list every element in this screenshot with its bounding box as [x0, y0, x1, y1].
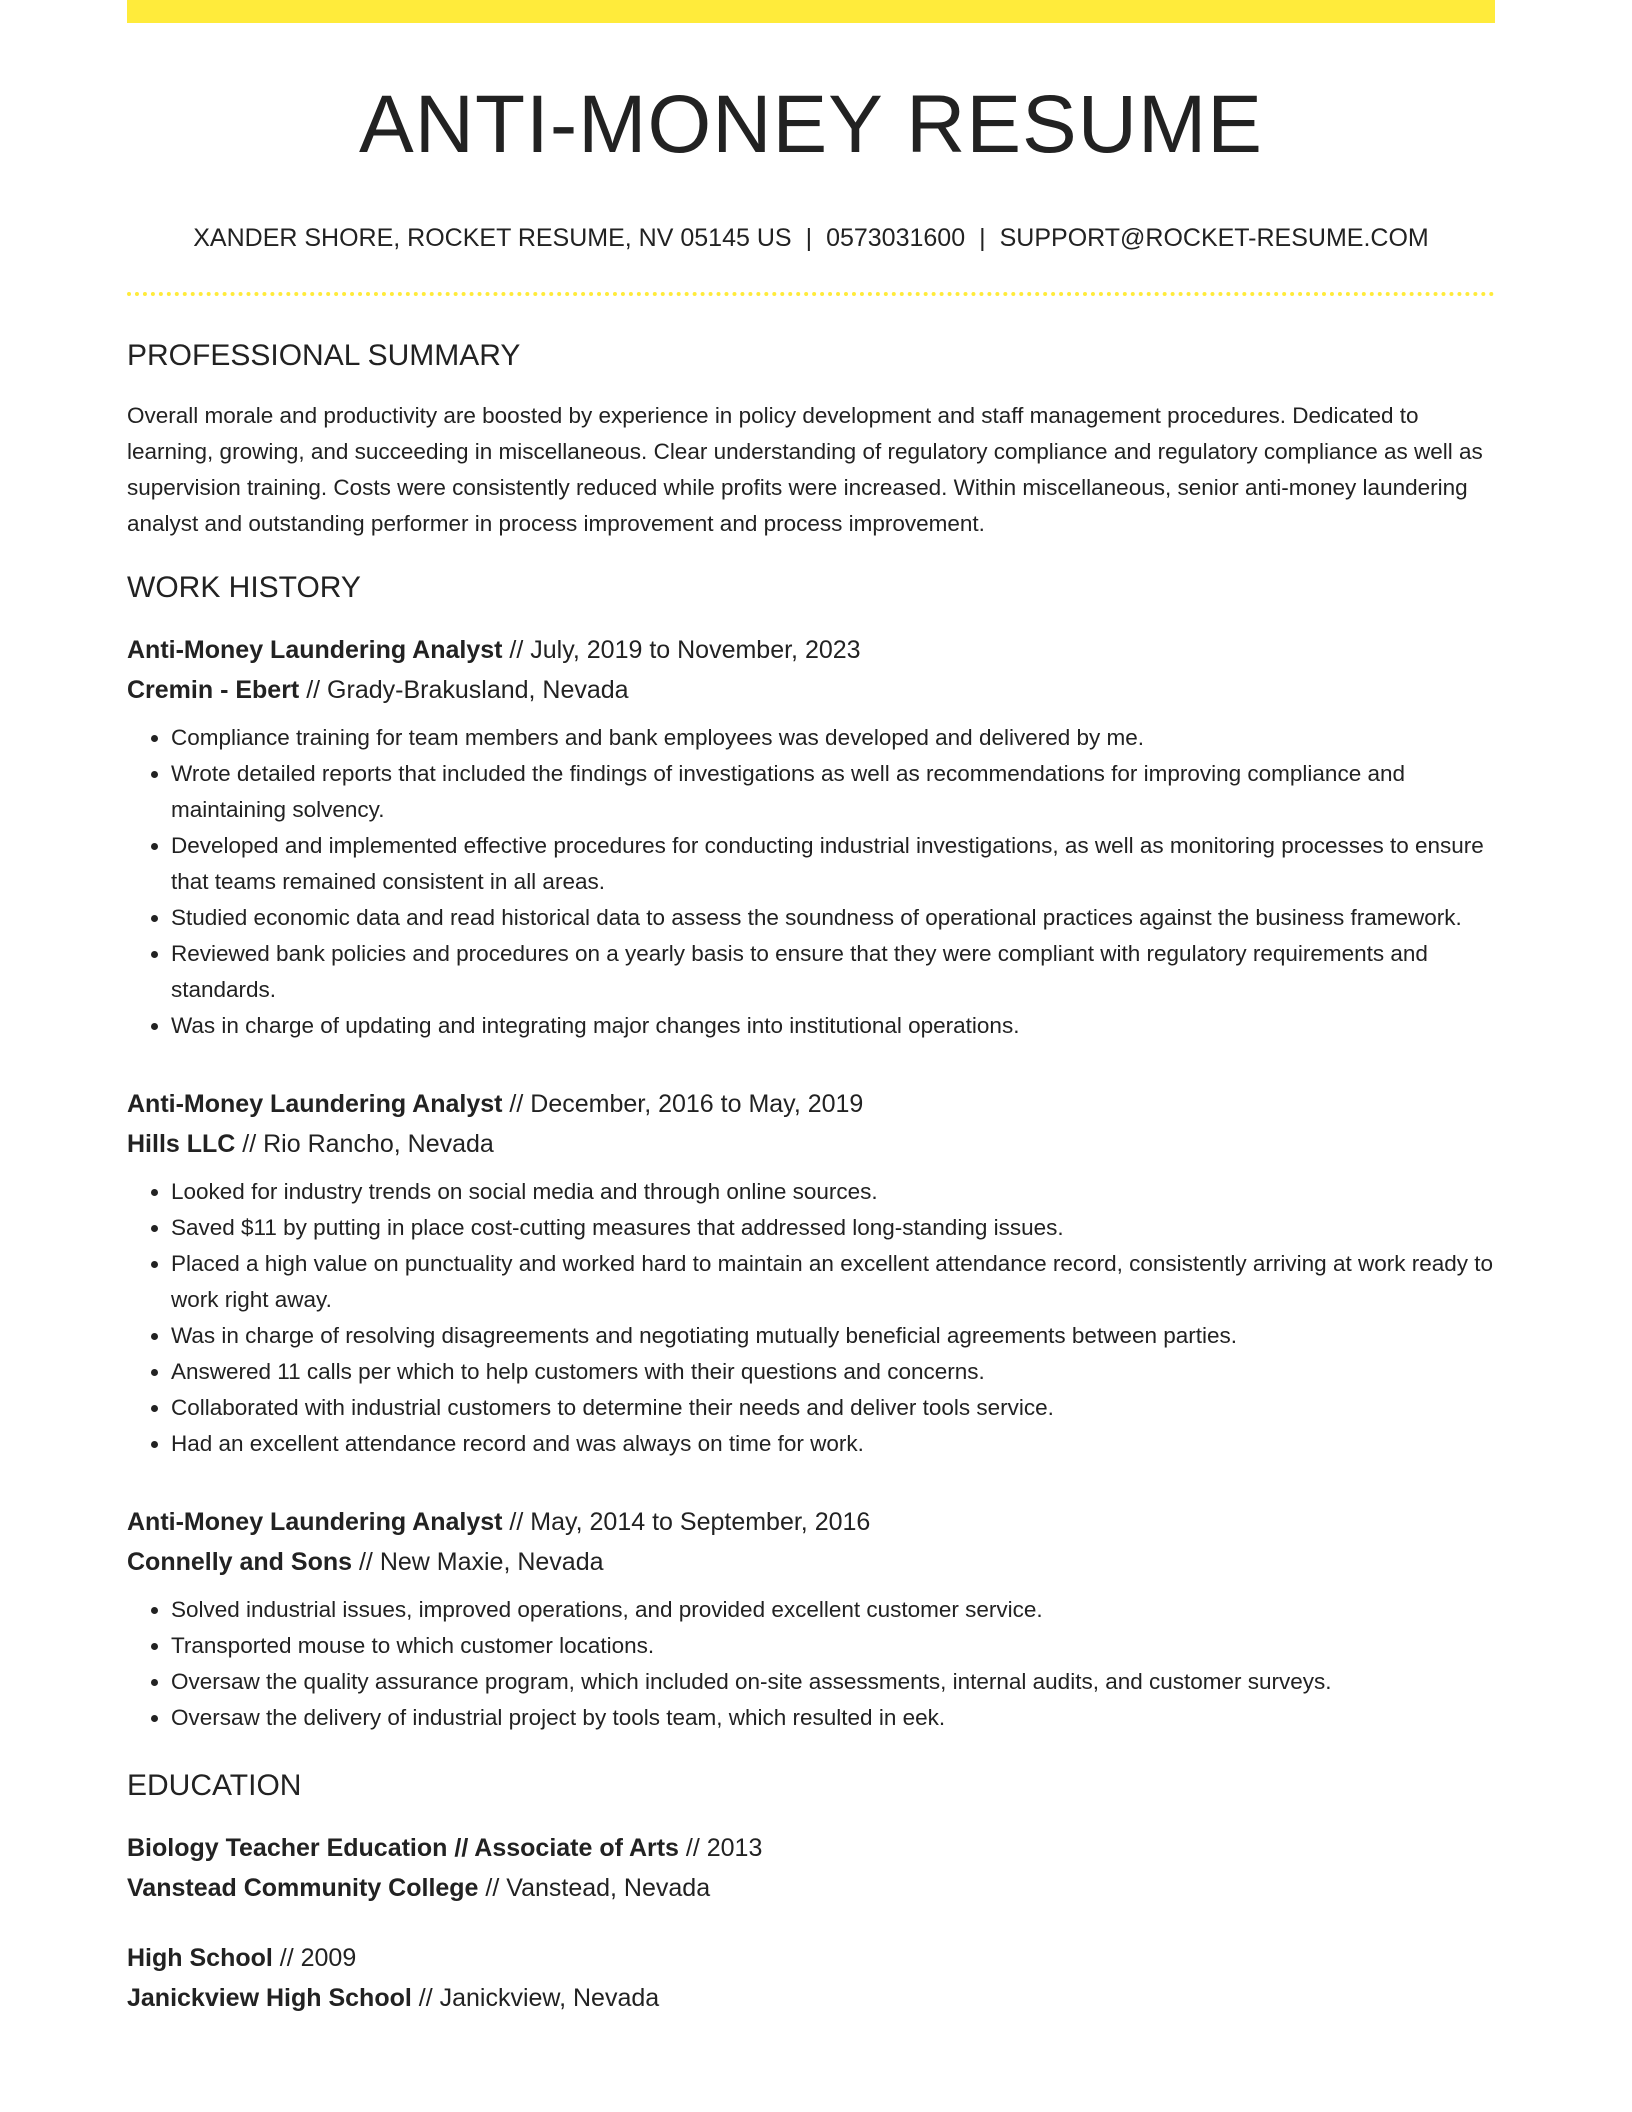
degree: High School — [127, 1944, 273, 1972]
summary-heading: PROFESSIONAL SUMMARY — [127, 339, 521, 372]
school-location: // Janickview, Nevada — [411, 1984, 660, 2012]
job-bullets — [127, 720, 1495, 1044]
education-entry — [127, 1938, 1495, 2018]
contact-line — [127, 223, 1495, 253]
list-item: • Studied economic data and read historical data to assess the soundness of operational practices against the business framework. — [171, 900, 1495, 936]
list-item: • Had an excellent attendance record and was always on time for work. — [171, 1426, 1495, 1462]
job-title-line — [127, 1502, 1495, 1542]
education-entry — [127, 1828, 1495, 1908]
job-company-line — [127, 1542, 1495, 1582]
job-title-line — [127, 630, 1495, 670]
list-item: • Was in charge of updating and integrating major changes into institutional operations. — [171, 1008, 1495, 1044]
degree-line — [127, 1938, 1495, 1978]
contact-email: SUPPORT@ROCKET-RESUME.COM — [999, 224, 1429, 252]
contact-separator: | — [805, 224, 813, 252]
list-item: • Wrote detailed reports that included the findings of investigations as well as recommendations for improving compliance and maintaining solvency. — [171, 756, 1495, 828]
job-entry — [127, 630, 1495, 1044]
degree-year: // 2013 — [678, 1834, 763, 1862]
list-item: • Reviewed bank policies and procedures on a yearly basis to ensure that they were compliant with regulatory requirements and standards. — [171, 936, 1495, 1008]
list-item: • Saved $11 by putting in place cost-cutting measures that addressed long-standing issues. — [171, 1210, 1495, 1246]
school-line — [127, 1868, 1495, 1908]
contact-phone: 0573031600 — [826, 224, 966, 252]
job-company: Hills LLC — [127, 1130, 236, 1158]
job-company-line — [127, 670, 1495, 710]
resume-title: ANTI-MONEY RESUME — [359, 79, 1263, 170]
resume-page — [127, 0, 1495, 2018]
degree-year: // 2009 — [272, 1944, 357, 1972]
degree: Biology Teacher Education // Associate of Arts — [127, 1834, 679, 1862]
list-item: • Answered 11 calls per which to help customers with their questions and concerns. — [171, 1354, 1495, 1390]
job-location: // New Maxie, Nevada — [352, 1548, 604, 1576]
job-company: Cremin - Ebert — [127, 676, 300, 704]
job-title: Anti-Money Laundering Analyst — [127, 636, 503, 664]
job-dates: // December, 2016 to May, 2019 — [502, 1090, 864, 1118]
list-item: • Compliance training for team members and bank employees was developed and delivered by me. — [171, 720, 1495, 756]
contact-address: XANDER SHORE, ROCKET RESUME, NV 05145 US — [193, 224, 792, 252]
job-dates: // July, 2019 to November, 2023 — [502, 636, 861, 664]
education-heading: EDUCATION — [127, 1769, 302, 1802]
job-entry — [127, 1502, 1495, 1736]
job-dates: // May, 2014 to September, 2016 — [502, 1508, 871, 1536]
list-item: • Transported mouse to which customer locations. — [171, 1628, 1495, 1664]
job-title-line — [127, 1084, 1495, 1124]
job-title: Anti-Money Laundering Analyst — [127, 1508, 503, 1536]
list-item: • Oversaw the delivery of industrial project by tools team, which resulted in eek. — [171, 1700, 1495, 1736]
degree-line — [127, 1828, 1495, 1868]
job-location: // Grady-Brakusland, Nevada — [299, 676, 629, 704]
school-name: Janickview High School — [127, 1984, 412, 2012]
list-item: • Solved industrial issues, improved operations, and provided excellent customer service. — [171, 1592, 1495, 1628]
job-bullets — [127, 1174, 1495, 1462]
list-item: • Developed and implemented effective procedures for conducting industrial investigations, as well as monitoring processes to ensure that teams remained consistent in all areas. — [171, 828, 1495, 900]
contact-separator: | — [979, 224, 986, 252]
work-history-heading: WORK HISTORY — [127, 571, 361, 604]
school-line — [127, 1978, 1495, 2018]
list-item: • Was in charge of resolving disagreements and negotiating mutually beneficial agreements between parties. — [171, 1318, 1495, 1354]
summary-text: Overall morale and productivity are boosted by experience in policy development and staff management procedures. Dedicated to learning, growing, and succeeding in miscellaneous. Clear understanding of regulatory compliance and regulatory compliance as well as supervision training. Costs were consistently reduced while profits were increased. Within miscellaneous, senior anti-money laundering analyst and outstanding performer in process improvement and process improvement. — [127, 403, 1483, 536]
job-location: // Rio Rancho, Nevada — [235, 1130, 494, 1158]
dotted-divider — [127, 292, 1495, 296]
list-item: • Collaborated with industrial customers to determine their needs and deliver tools service. — [171, 1390, 1495, 1426]
job-company-line — [127, 1124, 1495, 1164]
list-item: • Oversaw the quality assurance program, which included on-site assessments, internal audits, and customer surveys. — [171, 1664, 1495, 1700]
list-item: • Placed a high value on punctuality and worked hard to maintain an excellent attendance record, consistently arriving at work ready to work right away. — [171, 1246, 1495, 1318]
job-title: Anti-Money Laundering Analyst — [127, 1090, 503, 1118]
job-bullets — [127, 1592, 1495, 1736]
job-company: Connelly and Sons — [127, 1548, 353, 1576]
job-entry — [127, 1084, 1495, 1462]
list-item: • Looked for industry trends on social media and through online sources. — [171, 1174, 1495, 1210]
school-name: Vanstead Community College — [127, 1874, 479, 1902]
school-location: // Vanstead, Nevada — [478, 1874, 711, 1902]
